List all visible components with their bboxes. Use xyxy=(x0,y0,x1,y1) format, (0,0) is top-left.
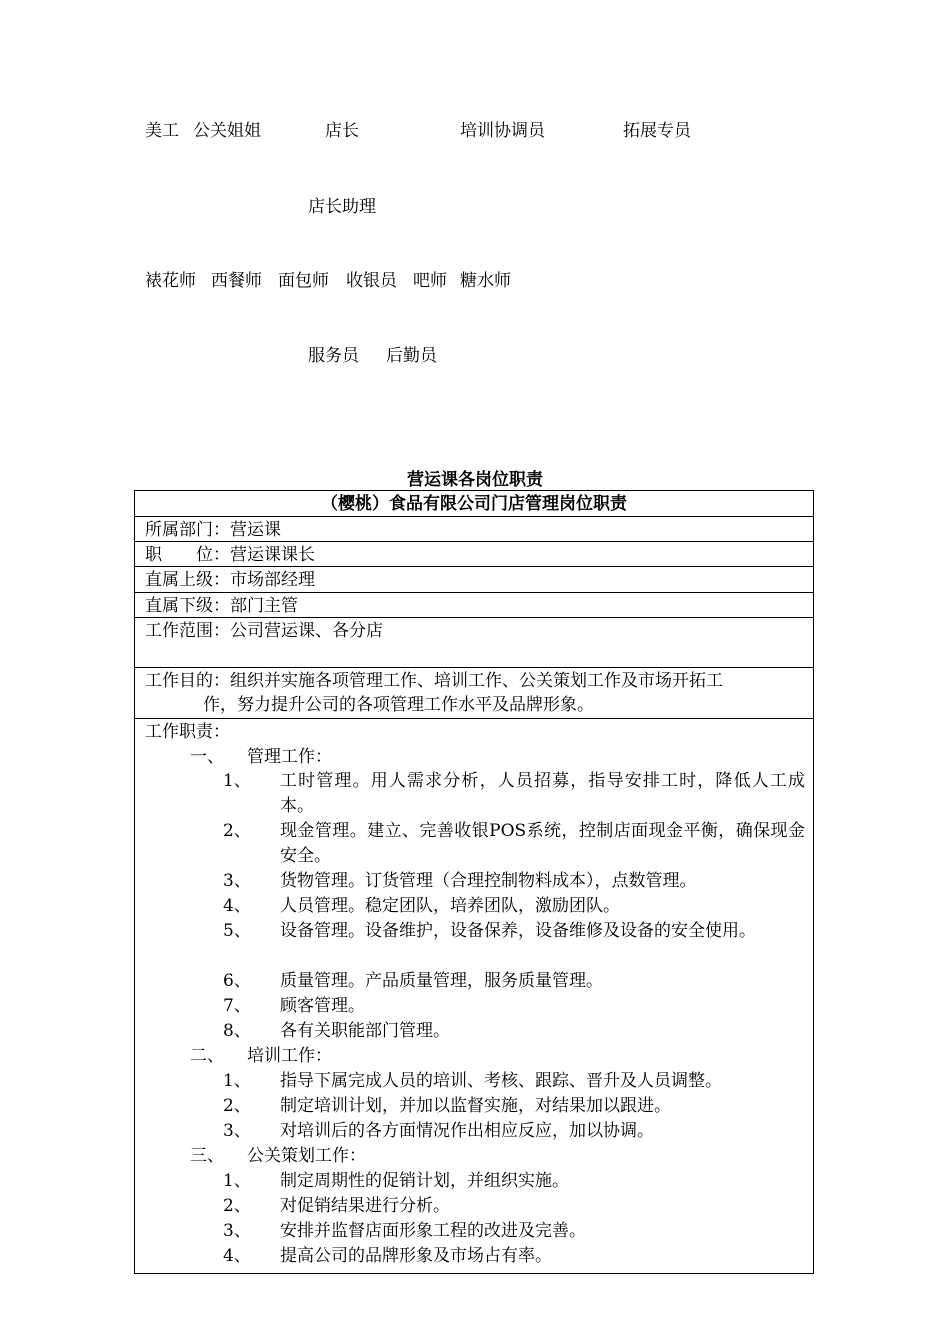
row-purpose xyxy=(135,668,813,719)
org-label-cashier: 收银员 xyxy=(346,271,397,291)
item-number: 2、 xyxy=(223,1196,251,1216)
item-number: 1、 xyxy=(223,1171,251,1191)
item-number: 8、 xyxy=(223,1021,251,1041)
department-field: 所属部门：营运课 xyxy=(145,520,281,540)
org-label-baker: 面包师 xyxy=(278,271,329,291)
duty-item: 制定培训计划，并加以监督实施，对结果加以跟进。 xyxy=(280,1096,671,1116)
position-field: 职 位：营运课课长 xyxy=(145,545,315,565)
item-number: 4、 xyxy=(223,1246,251,1266)
duty-item: 顾客管理。 xyxy=(280,996,365,1016)
subordinate-field: 直属下级：部门主管 xyxy=(145,596,298,616)
row-subordinate xyxy=(135,593,813,618)
duty-item: 对促销结果进行分析。 xyxy=(280,1196,450,1216)
row-scope xyxy=(135,618,813,668)
duty-item: 安排并监督店面形象工程的改进及完善。 xyxy=(280,1221,586,1241)
org-label-pr: 公关姐姐 xyxy=(193,121,261,141)
duty-item: 制定周期性的促销计划，并组织实施。 xyxy=(280,1171,569,1191)
job-description-table xyxy=(134,490,814,1274)
org-label-barista: 吧师 xyxy=(413,271,447,291)
duty-item: 各有关职能部门管理。 xyxy=(280,1021,450,1041)
item-number: 2、 xyxy=(223,1096,251,1116)
section-number: 一、 xyxy=(190,747,224,767)
org-label-decorator: 裱花师 xyxy=(145,271,196,291)
section-title: 管理工作： xyxy=(247,747,332,767)
org-label-assistant-manager: 店长助理 xyxy=(308,197,376,217)
duty-item: 提高公司的品牌形象及市场占有率。 xyxy=(280,1246,552,1266)
superior-field: 直属上级：市场部经理 xyxy=(145,570,315,590)
row-superior xyxy=(135,567,813,593)
scope-field: 工作范围：公司营运课、各分店 xyxy=(145,621,383,641)
item-number: 7、 xyxy=(223,996,251,1016)
org-label-western-chef: 西餐师 xyxy=(211,271,262,291)
duty-item: 人员管理。稳定团队，培养团队，激励团队。 xyxy=(280,896,620,916)
section-title: 培训工作： xyxy=(247,1046,332,1066)
org-label-store-manager: 店长 xyxy=(325,121,359,141)
duties-label: 工作职责： xyxy=(145,722,230,742)
row-position xyxy=(135,542,813,567)
item-number: 3、 xyxy=(223,1221,251,1241)
duty-item: 货物管理。订货管理（合理控制物料成本），点数管理。 xyxy=(280,871,697,891)
org-label-logistics: 后勤员 xyxy=(386,346,437,366)
duty-item: 对培训后的各方面情况作出相应反应，加以协调。 xyxy=(280,1121,654,1141)
duty-item: 现金管理。建立、完善收银POS系统，控制店面现金平衡，确保现金安全。 xyxy=(280,821,805,866)
row-duties xyxy=(135,719,813,1275)
item-number: 4、 xyxy=(223,896,251,916)
section-title: 公关策划工作： xyxy=(247,1146,366,1166)
org-label-art: 美工 xyxy=(145,121,179,141)
item-number: 5、 xyxy=(223,921,251,941)
table-title-row xyxy=(135,491,813,517)
duty-item: 工时管理。用人需求分析，人员招募，指导安排工时，降低人工成本。 xyxy=(280,771,805,816)
duty-item: 质量管理。产品质量管理，服务质量管理。 xyxy=(280,971,603,991)
section-number: 二、 xyxy=(190,1046,224,1066)
purpose-line-1: 工作目的：组织并实施各项管理工作、培训工作、公关策划工作及市场开拓工 xyxy=(145,671,723,691)
doc-title: 营运课各岗位职责 xyxy=(407,470,543,490)
duty-item: 指导下属完成人员的培训、考核、跟踪、晋升及人员调整。 xyxy=(280,1071,722,1091)
purpose-line-2: 作，努力提升公司的各项管理工作水平及品牌形象。 xyxy=(203,695,594,715)
table-title: （樱桃）食品有限公司门店管理岗位职责 xyxy=(321,494,627,514)
item-number: 1、 xyxy=(223,1071,251,1091)
item-number: 1、 xyxy=(223,771,251,791)
row-department xyxy=(135,517,813,542)
item-number: 6、 xyxy=(223,971,251,991)
item-number: 2、 xyxy=(223,821,251,841)
section-number: 三、 xyxy=(190,1146,224,1166)
org-label-dessert: 糖水师 xyxy=(460,271,511,291)
duty-item: 设备管理。设备维护，设备保养，设备维修及设备的安全使用。 xyxy=(280,921,756,941)
org-label-expansion: 拓展专员 xyxy=(623,121,691,141)
org-label-waiter: 服务员 xyxy=(308,346,359,366)
item-number: 3、 xyxy=(223,1121,251,1141)
item-number: 3、 xyxy=(223,871,251,891)
org-label-training-coordinator: 培训协调员 xyxy=(460,121,545,141)
